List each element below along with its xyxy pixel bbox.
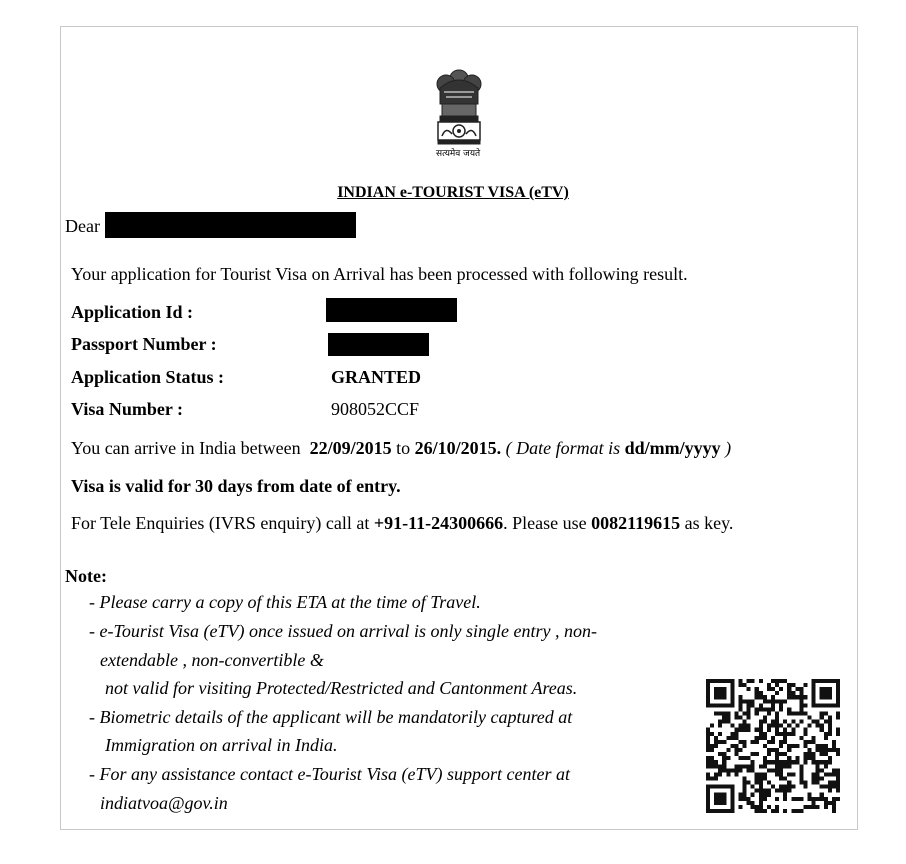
note-line: - Please carry a copy of this ETA at the time of Travel. [89,592,481,612]
date-format-suffix: ) [725,438,732,458]
note-email: indiatvoa@gov.in [100,793,228,813]
arrival-prefix: You can arrive in India between [71,438,301,458]
visa-number-value: 908052CCF [331,399,420,419]
passport-label: Passport Number : [71,334,217,354]
qr-code-icon [706,679,840,813]
note-line: - Biometric details of the applicant will be mandatorily captured at [89,707,573,727]
arrival-line [71,438,731,459]
page-title: INDIAN e-TOURIST VISA (eTV) [337,184,569,201]
emblem-caption: सत्यमेव जयते [436,149,481,159]
date-format-prefix: ( Date format is [505,438,621,458]
redacted-passport-number [328,333,429,356]
intro-text: Your application for Tourist Visa on Arrival has been processed with following result. [71,264,688,284]
note-line: - For any assistance contact e-Tourist Visa (eTV) support center at [89,764,570,784]
enquiry-key: 0082119615 [591,513,681,533]
arrival-to-date: 26/10/2015. [414,438,502,458]
status-value: GRANTED [331,367,422,387]
enquiry-phone: +91-11-24300666 [373,513,504,533]
enquiry-suffix: as key. [684,513,734,533]
salutation: Dear [65,216,100,236]
validity-text: Visa is valid for 30 days from date of entry. [71,476,401,496]
date-format-value: dd/mm/yyyy [624,438,721,458]
note-heading: Note: [65,566,107,586]
enquiry-prefix: For Tele Enquiries (IVRS enquiry) call at [71,513,370,533]
note-line: extendable , non-convertible & [100,650,324,670]
arrival-from-date: 22/09/2015 [309,438,392,458]
note-line: - e-Tourist Visa (eTV) once issued on arrival is only single entry , non- [89,621,597,641]
status-label: Application Status : [71,367,225,387]
application-id-label: Application Id : [71,302,194,322]
note-line: Immigration on arrival in India. [105,735,338,755]
redacted-name [105,212,356,238]
visa-number-label: Visa Number : [71,399,183,419]
enquiry-middle: . Please use [503,513,587,533]
note-line: not valid for visiting Protected/Restricted and Cantonment Areas. [105,678,578,698]
enquiry-line [71,513,733,534]
arrival-to-word: to [396,438,411,458]
redacted-application-id [326,298,457,322]
